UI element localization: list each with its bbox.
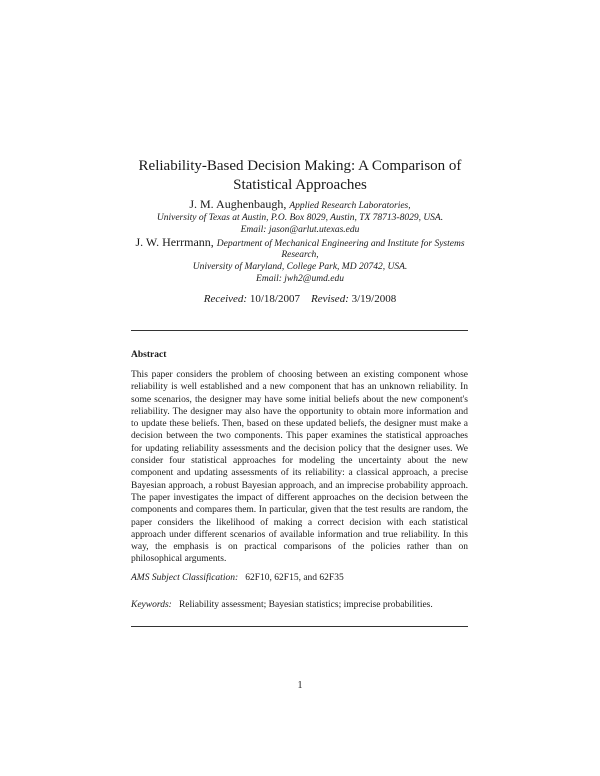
ams-classification-value: 62F10, 62F15, and 62F35 — [245, 573, 344, 583]
ams-classification-label: AMS Subject Classification: — [131, 573, 239, 583]
bottom-rule — [131, 626, 468, 627]
author-1-affiliation-1: Applied Research Laboratories, — [289, 201, 411, 211]
abstract-body: This paper considers the problem of choosing between an existing component whose reliability is well established and a new component that has an unknown reliability. In some scenarios, the designer may have some initial beliefs about the new component's reliability. The designer may also have the opportunity to obtain more information and to update these beliefs. Then, based on these updated beliefs, the designer must make a decision between the two components. This paper examines the statistical approaches for updating reliability assessments and the decision policy that the designer uses. We consider four statistical approaches for modeling the uncertainty about the new component and updating assessments of its reliability: a classical approach, a precise Bayesian approach, a robust Bayesian approach, and an imprecise probability approach. The paper investigates the impact of different approaches on the decision between the components and compares them. In particular, given that the test results are random, the paper considers the likelihood of making a correct decision with each statistical approach under different scenarios of available information and true reliability. In this way, the emphasis is on practical comparisons of the policies rather than on philosophical arguments. — [131, 370, 468, 565]
author-1-email: Email: jason@arlut.utexas.edu — [240, 225, 360, 235]
keywords — [131, 599, 468, 611]
top-rule — [131, 330, 468, 331]
author-2-affiliation-1: Department of Mechanical Engineering and Institute for Systems — [216, 239, 465, 249]
received-value: 10/18/2007 — [249, 293, 300, 305]
author-2-email: Email: jwh2@umd.edu — [256, 274, 344, 284]
abstract-heading: Abstract — [131, 350, 167, 360]
received-label: Received: — [203, 293, 248, 305]
author-1-name: J. M. Aughenbaugh, — [189, 197, 287, 211]
author-2-name: J. W. Herrmann, — [135, 235, 214, 249]
ams-classification — [131, 572, 468, 584]
title-line-2: Statistical Approaches — [233, 177, 367, 193]
author-2-affiliation-2: Research, — [281, 250, 319, 260]
revised-value: 3/19/2008 — [351, 293, 397, 305]
page-number: 1 — [297, 680, 303, 691]
keywords-label: Keywords: — [131, 600, 172, 610]
keywords-value: Reliability assessment; Bayesian statistics; imprecise probabilities. — [178, 600, 433, 610]
revised-label: Revised: — [310, 293, 349, 305]
paper-title — [100, 157, 500, 195]
author-1-affiliation-2: University of Texas at Austin, P.O. Box 8029, Austin, TX 78713-8029, USA. — [156, 213, 444, 223]
title-line-1: Reliability-Based Decision Making: A Comparison of — [138, 158, 462, 174]
dates-line — [60, 292, 540, 306]
author-2-affiliation-3: University of Maryland, College Park, MD 20742, USA. — [192, 262, 408, 272]
